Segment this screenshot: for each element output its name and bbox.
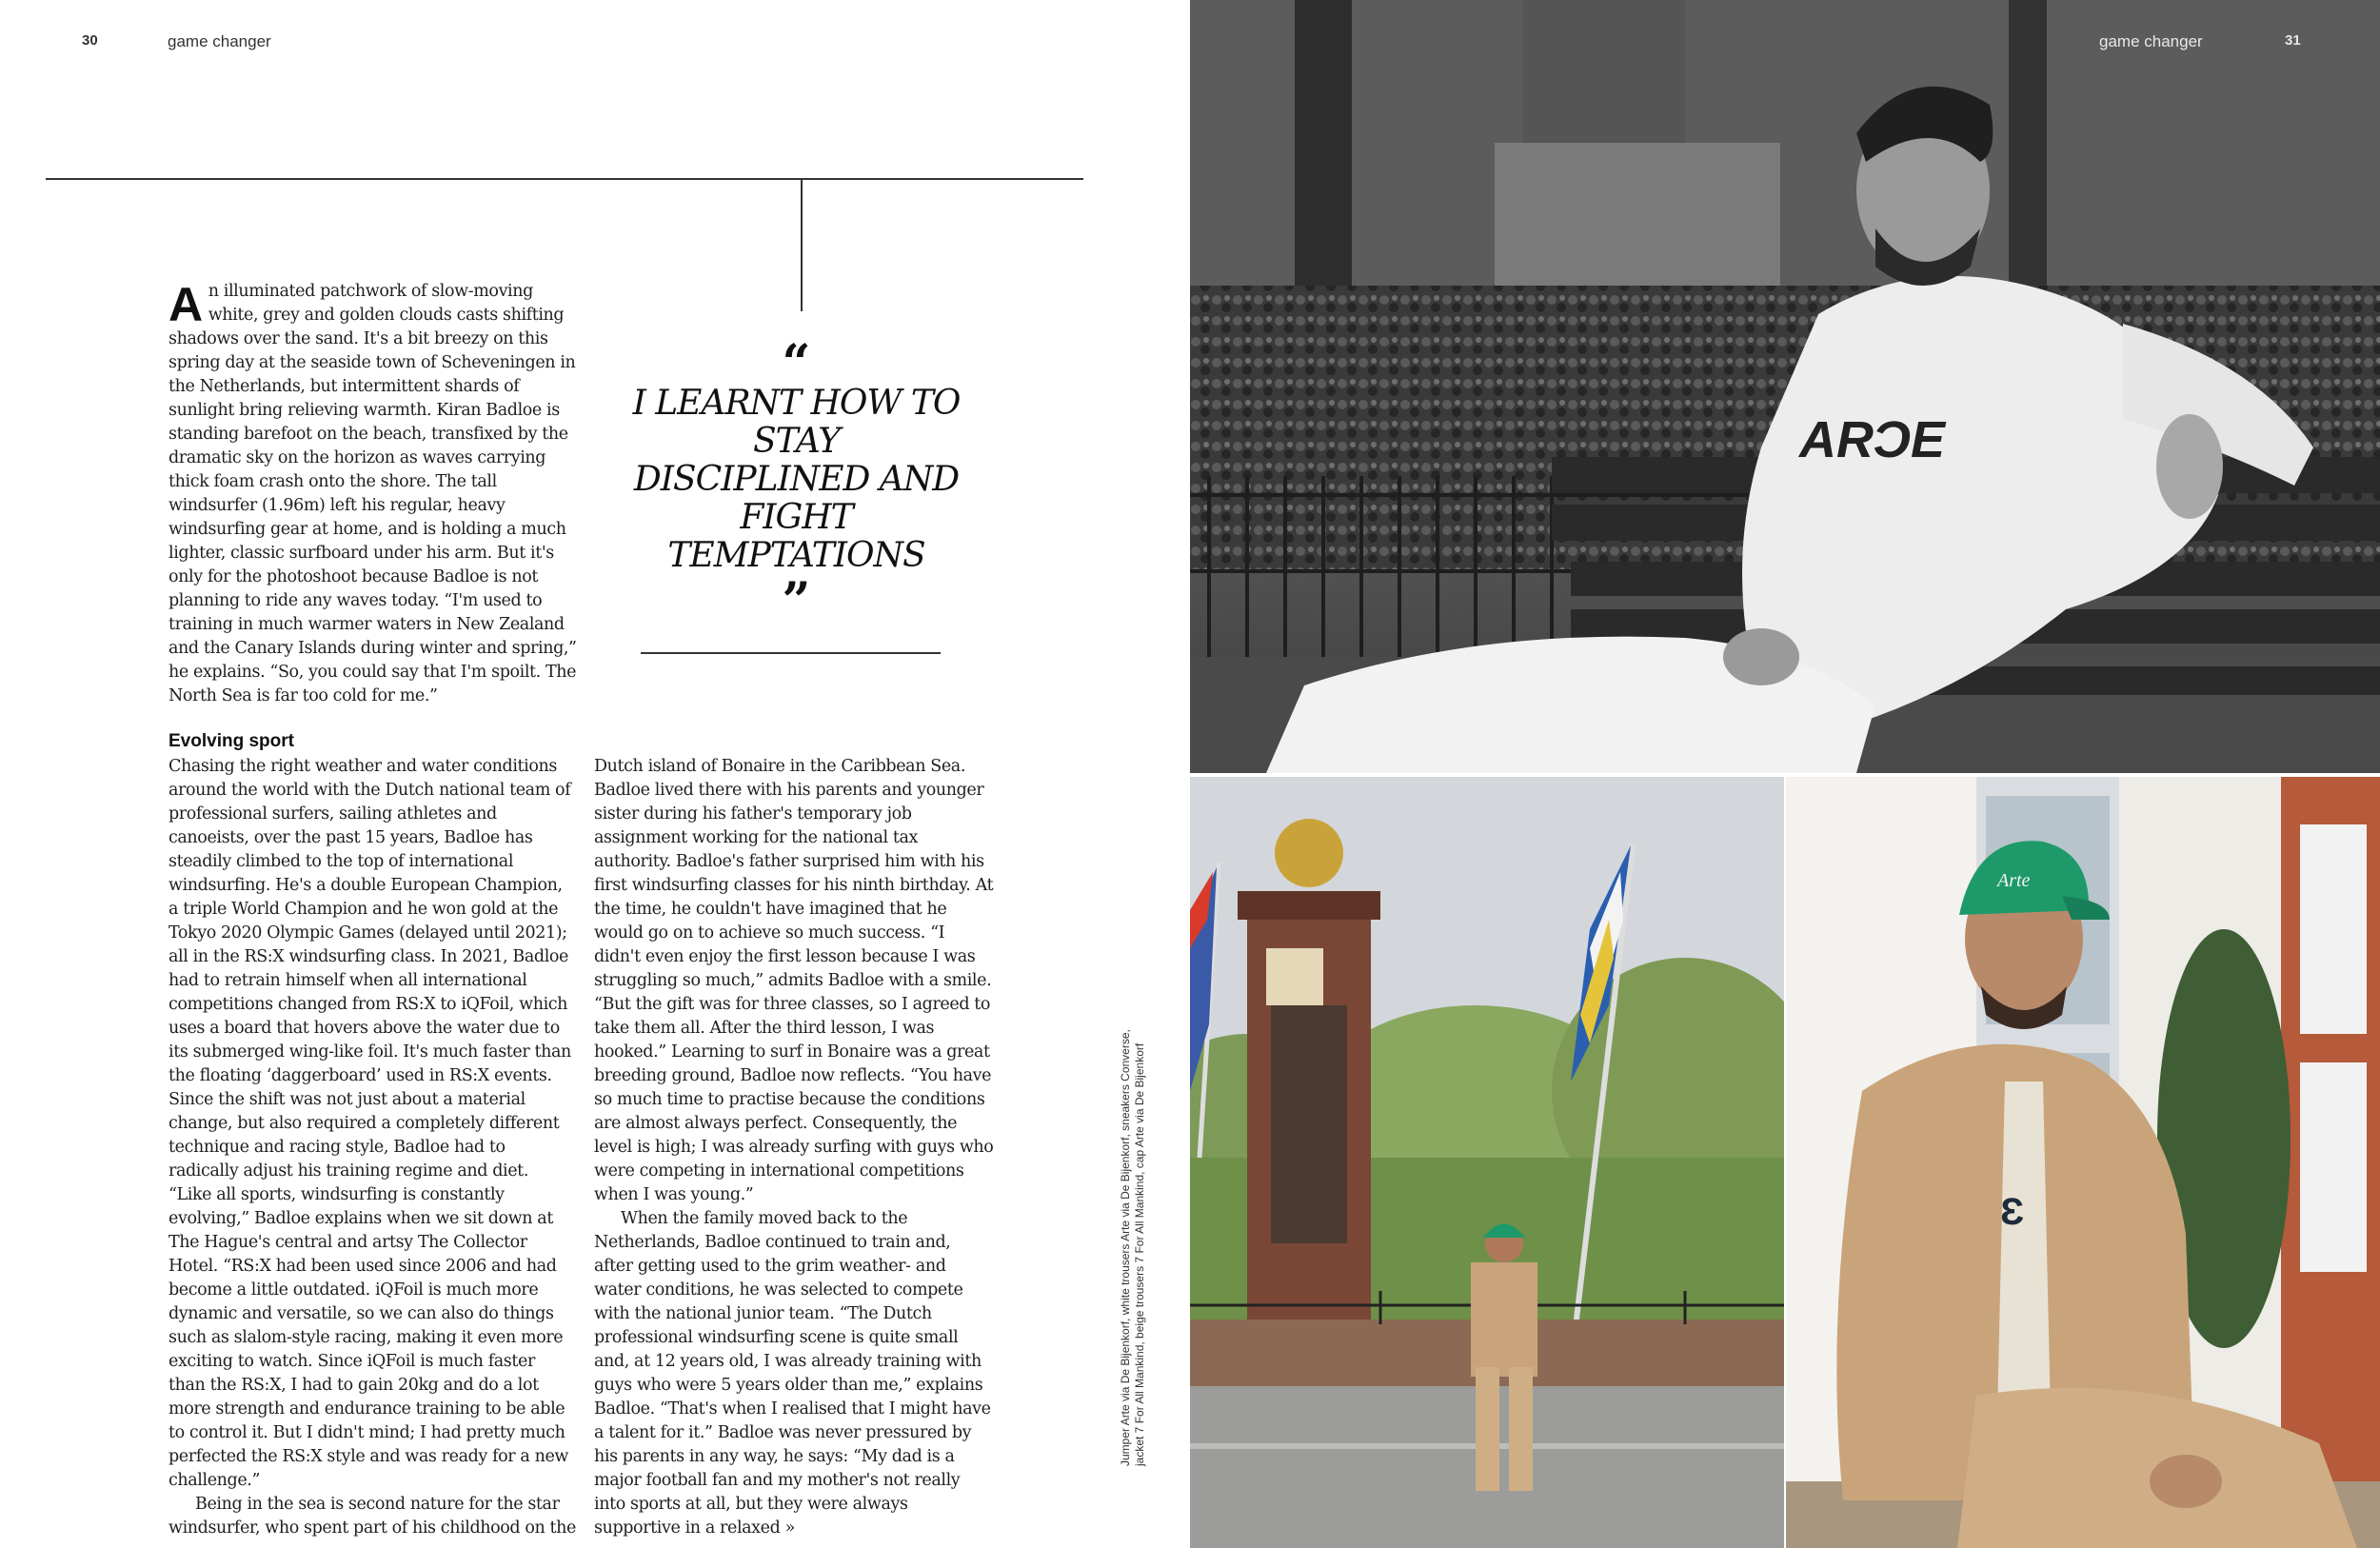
body-paragraph: When the family moved back to the Netherlands, Badloe continued to train and, after getting used to the grim weather- and water conditions, he was selected to compete with the national junior team. “The Dutch professional windsurfing scene is quite small and, at 12 years old, I was already training with guys who were 5 years older than me,” explains Badloe. “That's when I realised that I might have a talent for it.” Badloe was never pressured by his parents in any way, he says: “My dad is a major football fan and my mother's not really into sports at all, but they were always supportive in a relaxed » [594,1209,991,1538]
photo-bench-portrait [1190,0,2380,773]
bench-portrait-illustration [1190,0,2380,773]
intro-paragraph [169,280,583,708]
close-quote-mark: ” [782,572,811,630]
body-column-2 [594,755,994,1540]
page-number-left: 30 [82,32,98,49]
subheading: Evolving sport [169,731,294,751]
pullquote-bottom-rule [641,652,941,654]
page-number-right: 31 [2285,32,2301,49]
drop-cap: A [169,278,203,331]
svg-text:ARƆE: ARƆE [1799,411,1946,468]
photo-doorway-portrait [1786,777,2380,1548]
header-rule [46,178,1083,180]
svg-text:Ɛ: Ɛ [2000,1191,2025,1233]
pull-quote-text: I LEARNT HOW TO STAY DISCIPLINED AND FIGHT TEMPTATIONS [632,384,961,575]
street-walk-illustration [1190,777,1784,1548]
section-label-left: game changer [168,32,271,50]
doorway-portrait-illustration [1786,777,2380,1548]
pull-quote [632,334,961,630]
body-paragraph: Dutch island of Bonaire in the Caribbean Sea. Badloe lived there with his parents and younger sister during his father's temporary job assignment working for the national tax authority. Badloe's father surprised him with his first windsurfing classes for his ninth birthday. At the time, he couldn't have imagined that he would go on to achieve so much success. “I didn't even enjoy the first lesson because I was struggling so much,” admits Badloe with a smile. “But the gift was for three classes, so I agreed to take them all. After the third lesson, I was hooked.” Learning to surf in Bonaire was a great breeding ground, Badloe now reflects. “You have so much time to practise because the conditions are almost always perfect. Consequently, the level is high; I was already surfing with guys who were competing in international competitions when I was young.” [594,757,994,1204]
photo-credit: Jumper Arte via De Bijenkorf, white trousers Arte via De Bijenkorf, sneakers Converse, jacket 7 For All Mankind, beige trousers 7 For All Mankind, cap Arte via De Bijenkorf [1119,1029,1146,1466]
body-paragraph: Chasing the right weather and water conditions around the world with the Dutch national team of professional surfers, sailing athletes and canoeists, over the past 15 years, Badloe has steadily climbed to the top of international windsurfing. He's a double European Champion, a triple World Champion and he won gold at the Tokyo 2020 Olympic Games (delayed until 2021); all in the RS:X windsurfing class. In 2021, Badloe had to retrain himself when all international competitions changed from RS:X to iQFoil, which uses a board that hovers above the water due to its submerged wing-like foil. It's much faster than the floating ‘daggerboard’ used in RS:X events. Since the shift was not just about a material change, but also required a completely different technique and racing style, Badloe had to radically adjust his training regime and diet. “Like all sports, windsurfing is constantly evolving,” Badloe explains when we sit down at The Hague's central and artsy The Collector Hotel. “RS:X had been used since 2006 and had become a little outdated. iQFoil is much more dynamic and versatile, so we can also do things such as slalom-style racing, making it even more exciting to watch. Since iQFoil is much faster than the RS:X, I had to gain 20kg and do a lot more strength and endurance training to be able to control it. But I didn't mind; I had pretty much perfected the RS:X style and was ready for a new challenge.” [169,757,571,1490]
open-quote-mark: “ [782,334,811,392]
intro-text: n illuminated patchwork of slow-moving white, grey and golden clouds casts shifting shadows over the sand. It's a bit breezy on this spring day at the seaside town of Scheveningen in the Netherlands, but intermittent shards of sunlight bring relieving warmth. Kiran Badloe is standing barefoot on the beach, transfixed by the dramatic sky on the horizon as waves carrying thick foam crash onto the shore. The tall windsurfer (1.96m) left his regular, heavy windsurfing gear at home, and is holding a much lighter, classic surfboard under his arm. But it's only for the photoshoot because Badloe is not planning to ride any waves today. “I'm used to training in much warmer waters in New Zealand and the Canary Islands during winter and spring,” he explains. “So, you could say that I'm spoilt. The North Sea is far too cold for me.” [169,282,577,705]
body-column-1 [169,755,576,1540]
section-label-right: game changer [2099,32,2203,50]
pullquote-connector-rule [801,178,803,311]
body-paragraph: Being in the sea is second nature for the star windsurfer, who spent part of his childhood on the [169,1495,577,1538]
svg-text:Arte: Arte [1997,870,2031,891]
photo-street-walk [1190,777,1784,1548]
